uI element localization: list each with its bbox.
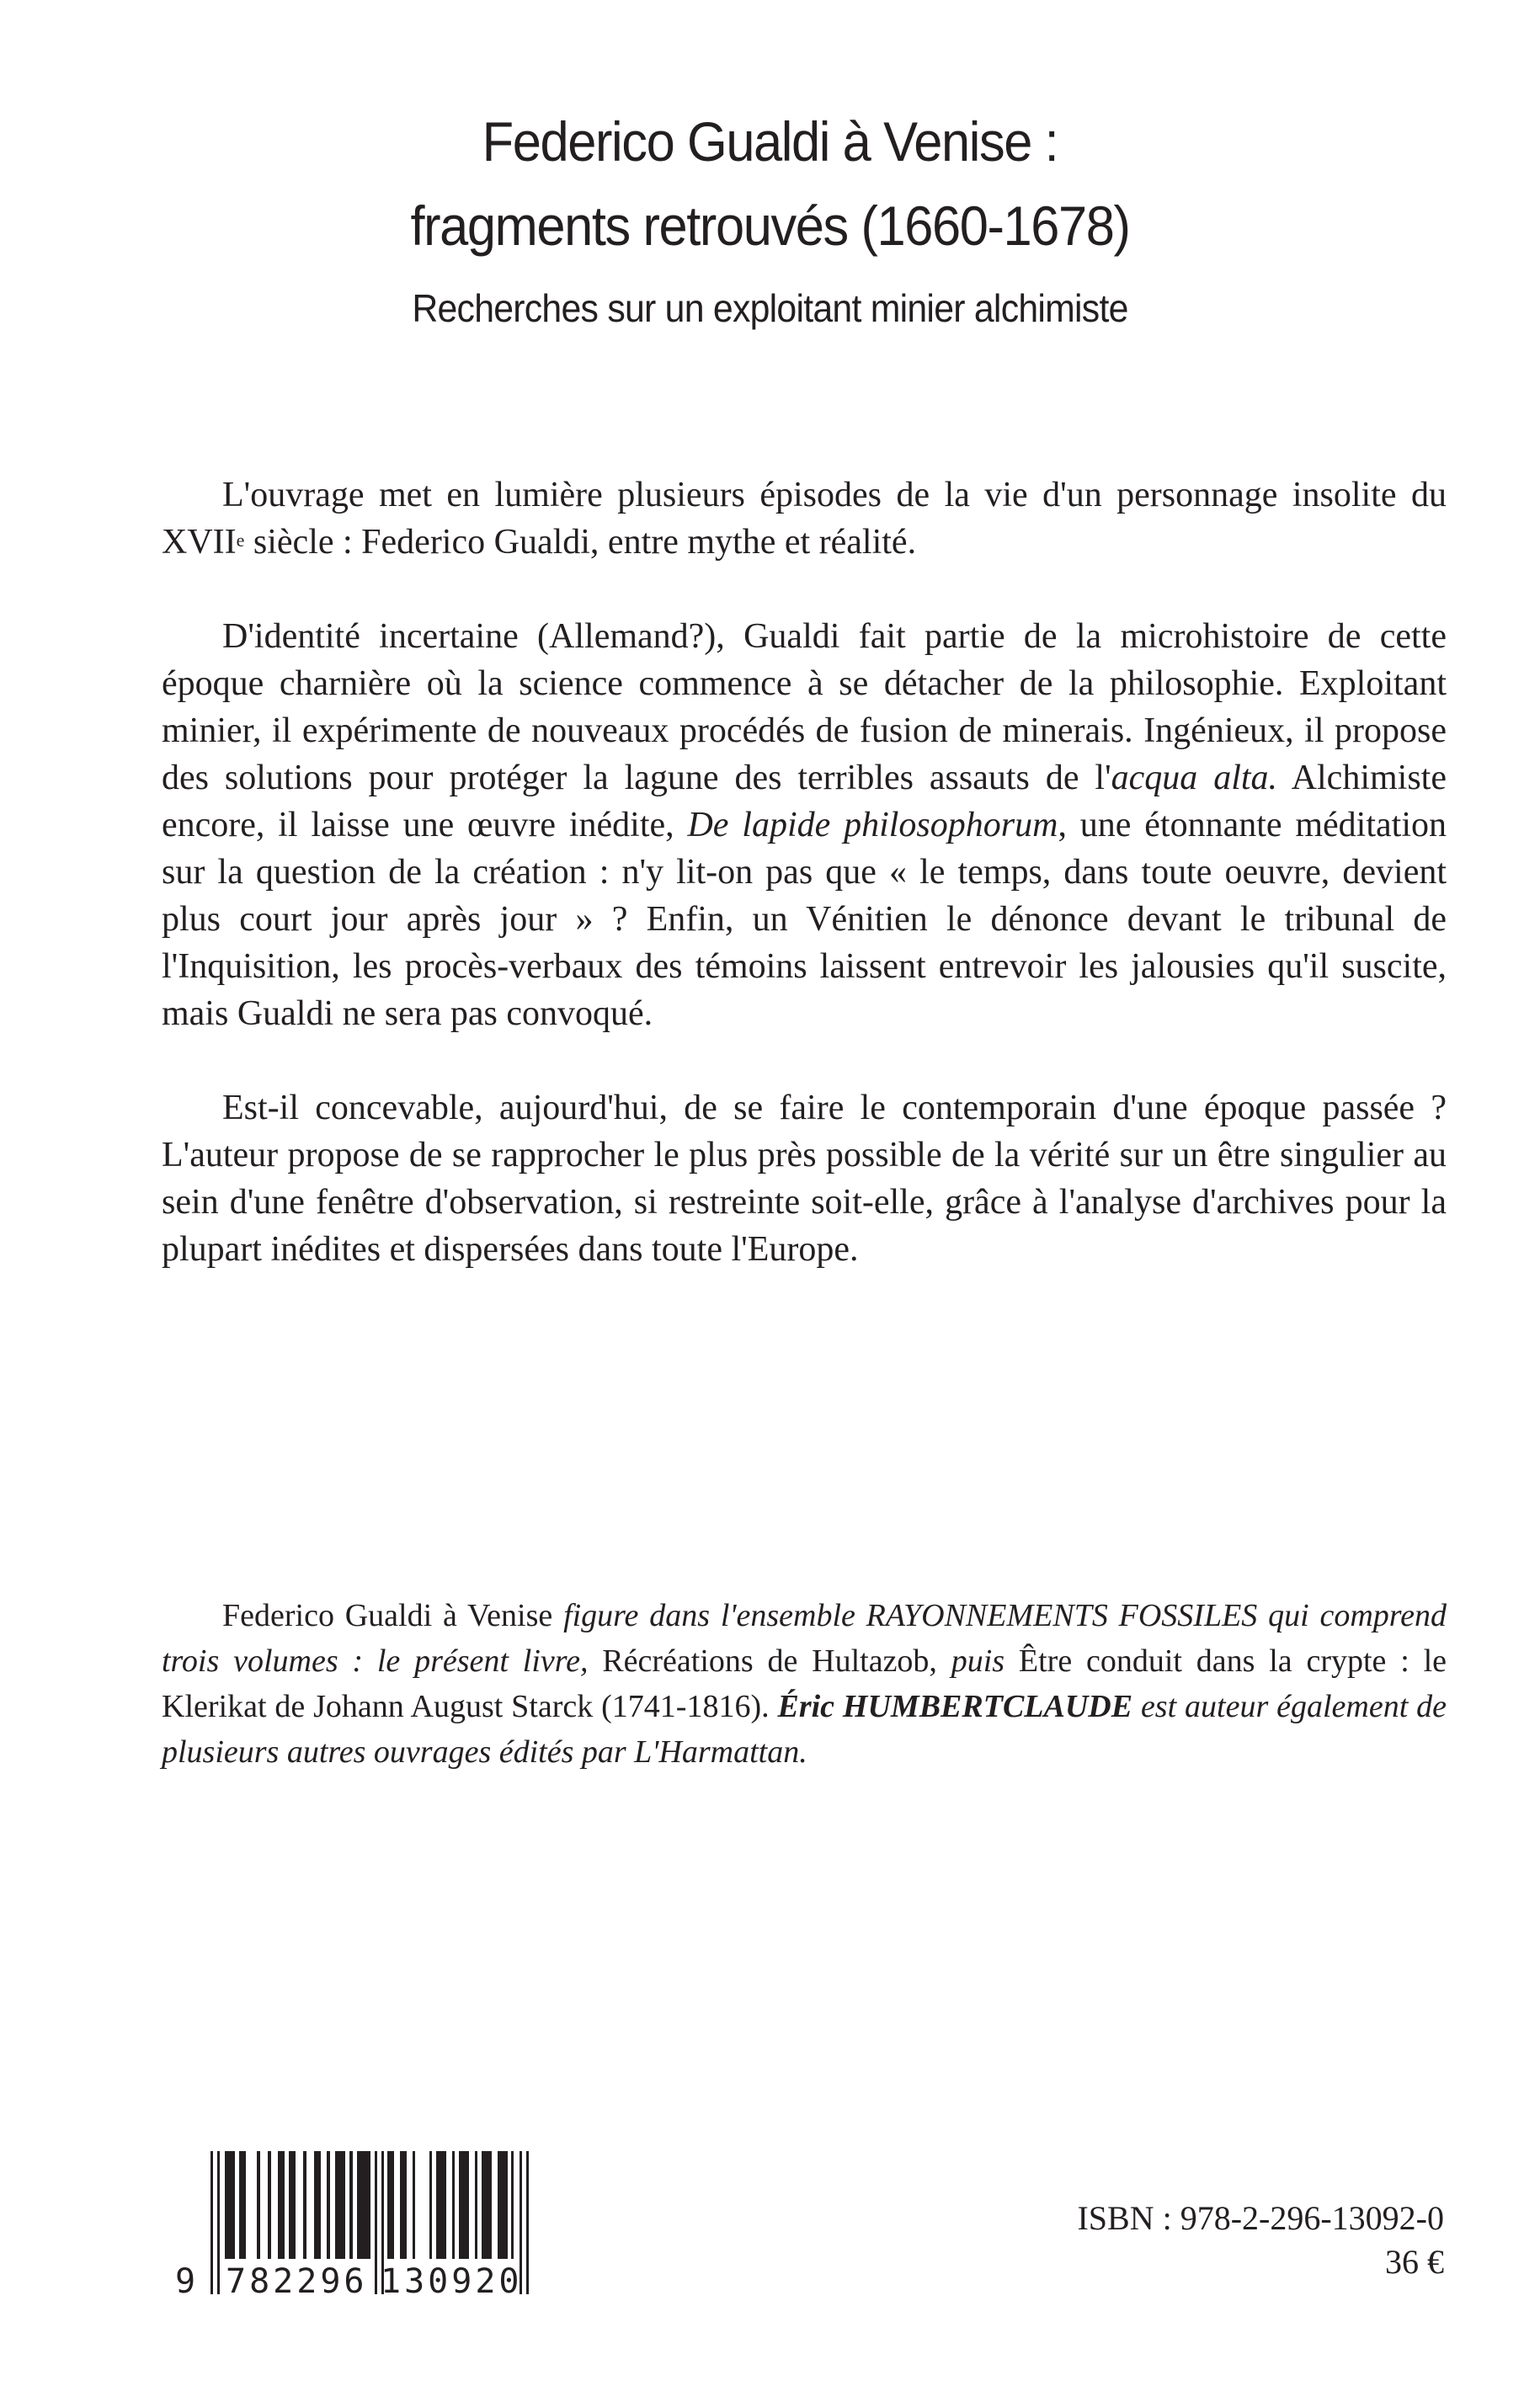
book-title-line-1: Federico Gualdi à Venise : [482,110,1058,173]
text-span: L'ouvrage met en lumière plusieurs épisodes de la vie d'un personnage insolite du XVII [162,476,1447,562]
text-span: D'identité incertaine (Allemand?), Gualdi fait partie de la microhistoire de cette époque charnière où la science commence à se détacher de la philosophie. Exploitant minier, il expérimente de nouveaux procédés de fusion de minerais. Ingénieux, il propose des solutions pour protéger la lagune des terribles assauts de l' [162,617,1447,797]
blurb-body [162,471,1447,1273]
book-subtitle: Recherches sur un exploitant minier alchimiste [412,286,1128,330]
text-span: Alchimiste encore, il laisse une œuvre inédite, [162,759,1447,844]
italic-span: figure dans l'ensemble RAYONNEMENTS FOSSILES qui comprend trois volumes : le présent livre, [162,1598,1447,1679]
blurb-paragraph-2 [162,613,1447,1037]
italic-term-acqua-alta: acqua alta. [1111,759,1278,797]
barcode-right-digits: 130920 [381,2262,523,2301]
italic-span: puis [936,1643,1005,1679]
text-span: , une étonnante méditation sur la question de la création : n'y lit-on pas que « le temps, dans toute oeuvre, devient plus court jour après jour » ? Enfin, un Vénitien le dénonce devant le tribunal de l'Inquisition, les procès-verbaux des témoins laissent entrevoir les jalousies qu'il suscite, mais Gualdi ne sera pas convoqué. [162,806,1447,1033]
title-block [0,99,1540,333]
text-span: Être conduit dans la crypte : le Klerikat de Johann August Starck (1741-1816). [162,1643,1447,1724]
text-span: Récréations de Hultazob, [588,1643,937,1679]
isbn-label: ISBN : 978-2-296-13092-0 [1077,2199,1444,2237]
century-superscript: e [236,530,245,551]
price-label: 36 € [1385,2243,1444,2281]
barcode-left-digits: 782296 [226,2262,368,2301]
book-title-line-2: fragments retrouvés (1660-1678) [410,194,1130,257]
italic-work-title: De lapide philosophorum [687,806,1058,844]
text-span: Federico Gualdi à Venise [222,1598,553,1633]
author-name: Éric HUMBERTCLAUDE [769,1689,1133,1724]
text-span: siècle : Federico Gualdi, entre mythe et réalité. [244,523,917,562]
series-note-paragraph [162,1593,1447,1775]
series-note [162,1593,1447,1775]
blurb-paragraph-3: Est-il concevable, aujourd'hui, de se faire le contemporain d'une époque passée ? L'auteur propose de se rapprocher le plus près possible de la vérité sur un être singulier au sein d'une fenêtre d'observation, si restreinte soit-elle, grâce à l'analyse d'archives pour la plupart inédites et dispersées dans toute l'Europe. [162,1089,1447,1269]
barcode-lead-digit: 9 [175,2262,196,2301]
italic-span: est auteur également de plusieurs autres ouvrages édités par L'Harmattan. [162,1689,1447,1770]
blurb-paragraph-1 [162,471,1447,566]
